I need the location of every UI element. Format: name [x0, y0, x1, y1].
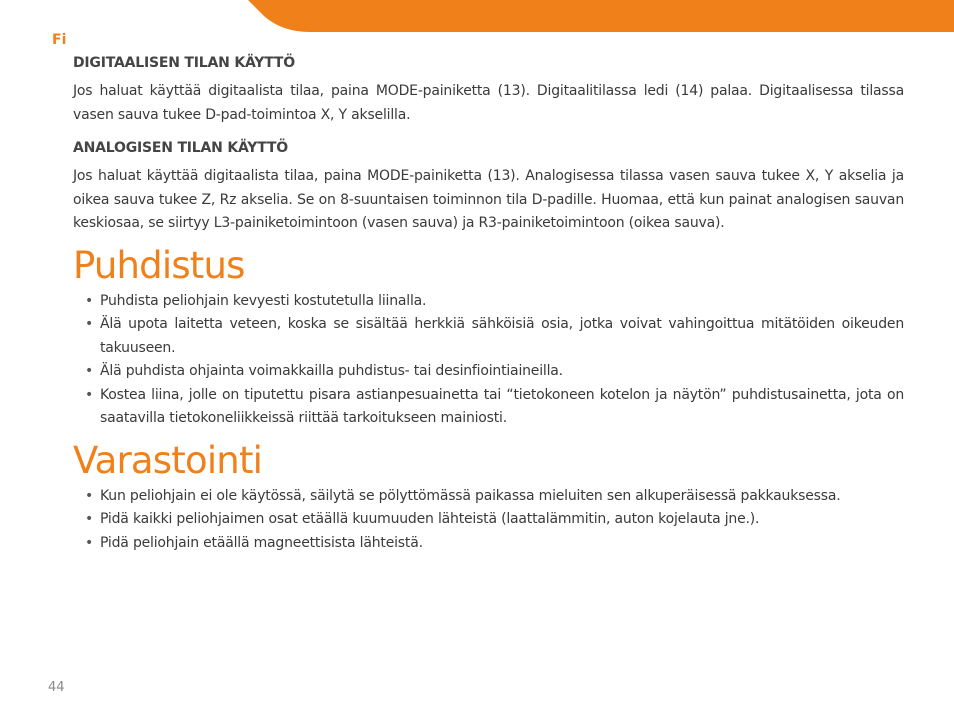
storage-section [73, 439, 904, 556]
list-item: • Pidä kaikki peliohjaimen osat etäällä kuumuuden lähteistä (laattalämmitin, auton kojelauta jne.). [73, 508, 904, 532]
cleaning-heading: Puhdistus [73, 243, 245, 287]
analog-mode-heading: ANALOGISEN TILAN KÄYTTÖ [73, 140, 288, 156]
cleaning-section [73, 244, 904, 431]
language-label: Fi [52, 32, 67, 48]
analog-mode-section [73, 137, 904, 236]
storage-heading: Varastointi [73, 438, 263, 482]
list-item: • Kostea liina, jolle on tiputettu pisara astianpesuainetta tai “tietokoneen kotelon ja näytön” puhdistusainetta, jota on saatavilla tietokoneliikkeissä riittää tarkoitukseen mainiosti. [73, 384, 904, 431]
list-item: • Kun peliohjain ei ole käytössä, säilytä se pölyttömässä paikassa mieluiten sen alkuperäisessä pakkauksessa. [73, 485, 904, 509]
page-number: 44 [48, 680, 65, 695]
page-content [73, 52, 904, 555]
storage-list [73, 485, 904, 556]
list-item: • Pidä peliohjain etäällä magneettisista lähteistä. [73, 532, 904, 556]
list-item: • Puhdista peliohjain kevyesti kostutetulla liinalla. [73, 290, 904, 314]
cleaning-list [73, 290, 904, 431]
digital-mode-section [73, 52, 904, 127]
digital-mode-text: Jos haluat käyttää digitaalista tilaa, paina MODE-painiketta (13). Digitaalitilassa ledi (14) palaa. Digitaalisessa tilassa vasen sauva tukee D-pad-toimintoa X, Y akselilla. [73, 83, 904, 123]
list-item: • Älä upota laitetta veteen, koska se sisältää herkkiä sähköisiä osia, jotka voivat vahingoittua mitätöiden oikeuden takuuseen. [73, 313, 904, 360]
list-item: • Älä puhdista ohjainta voimakkailla puhdistus- tai desinfiointiaineilla. [73, 360, 904, 384]
digital-mode-heading: DIGITAALISEN TILAN KÄYTTÖ [73, 55, 295, 71]
header-accent-band [0, 0, 954, 34]
analog-mode-text: Jos haluat käyttää digitaalista tilaa, paina MODE-painiketta (13). Analogisessa tilassa vasen sauva tukee X, Y akselia ja oikea sauva tukee Z, Rz akselia. Se on 8-suuntaisen toiminnon tila D-padille. Huomaa, että kun painat analogisen sauvan keskiosaa, se siirtyy L3-painiketoimintoon (vasen sauva) ja R3-painiketoimintoon (oikea sauva). [73, 168, 904, 231]
